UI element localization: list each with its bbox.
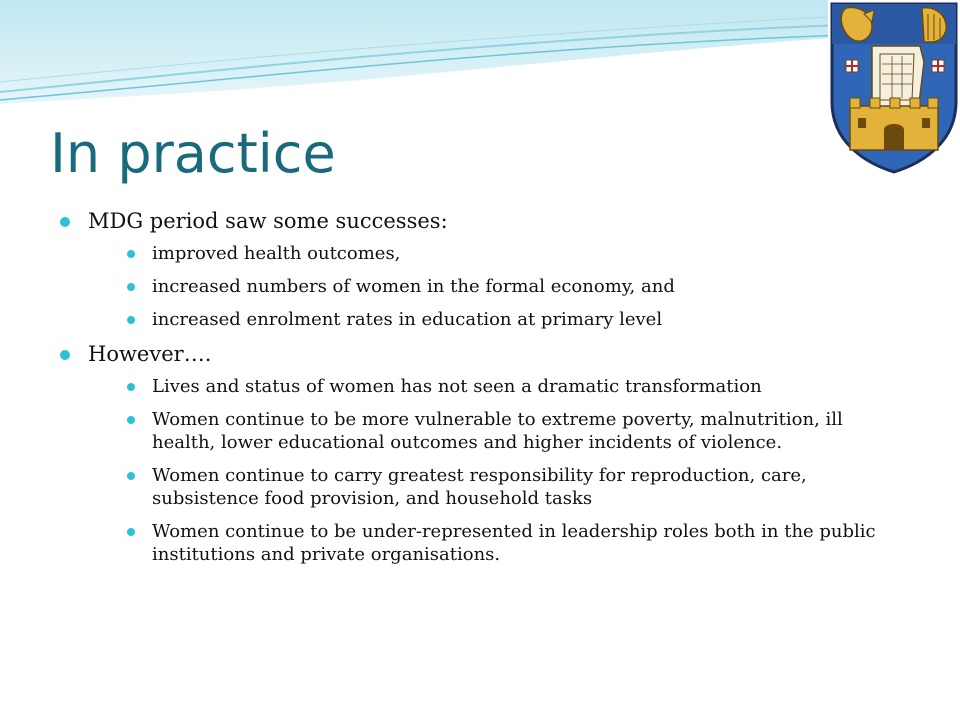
sub-bullet-text: Women continue to be more vulnerable to extreme poverty, malnutrition, ill health, lower educational outcomes and higher incidents of violence. <box>152 409 843 453</box>
sub-bullet-list <box>88 242 910 331</box>
bullet-dot-icon <box>127 316 135 324</box>
sub-bullet-item <box>116 308 910 331</box>
bullet-dot-icon <box>127 472 135 480</box>
bullet-text: However…. <box>88 342 212 366</box>
bullet-item-successes <box>60 206 910 331</box>
sub-bullet-item <box>116 520 910 566</box>
sub-bullet-item <box>116 275 910 298</box>
bullet-dot-icon <box>60 350 70 360</box>
bullet-dot-icon <box>127 250 135 258</box>
trinity-college-crest-icon <box>828 0 960 176</box>
sub-bullet-item <box>116 242 910 265</box>
sub-bullet-text: increased numbers of women in the formal economy, and <box>152 276 675 297</box>
sub-bullet-text: Lives and status of women has not seen a dramatic transformation <box>152 376 762 397</box>
bullet-dot-icon <box>127 283 135 291</box>
bullet-list <box>60 206 910 566</box>
sub-bullet-text: Women continue to carry greatest responsibility for reproduction, care, subsistence food provision, and household tasks <box>152 465 807 509</box>
slide-title: In practice <box>50 122 336 185</box>
sub-bullet-text: improved health outcomes, <box>152 243 401 264</box>
bullet-dot-icon <box>127 416 135 424</box>
sub-bullet-item <box>116 464 910 510</box>
bullet-dot-icon <box>60 217 70 227</box>
header-wave-decoration <box>0 0 960 120</box>
bullet-dot-icon <box>127 528 135 536</box>
bullet-dot-icon <box>127 383 135 391</box>
bullet-text: MDG period saw some successes: <box>88 209 448 233</box>
sub-bullet-text: Women continue to be under-represented in leadership roles both in the public institutions and private organisations. <box>152 521 876 565</box>
sub-bullet-text: increased enrolment rates in education at primary level <box>152 309 663 330</box>
slide-content <box>60 206 910 576</box>
sub-bullet-list <box>88 375 910 566</box>
bullet-item-however <box>60 339 910 566</box>
sub-bullet-item <box>116 408 910 454</box>
sub-bullet-item <box>116 375 910 398</box>
